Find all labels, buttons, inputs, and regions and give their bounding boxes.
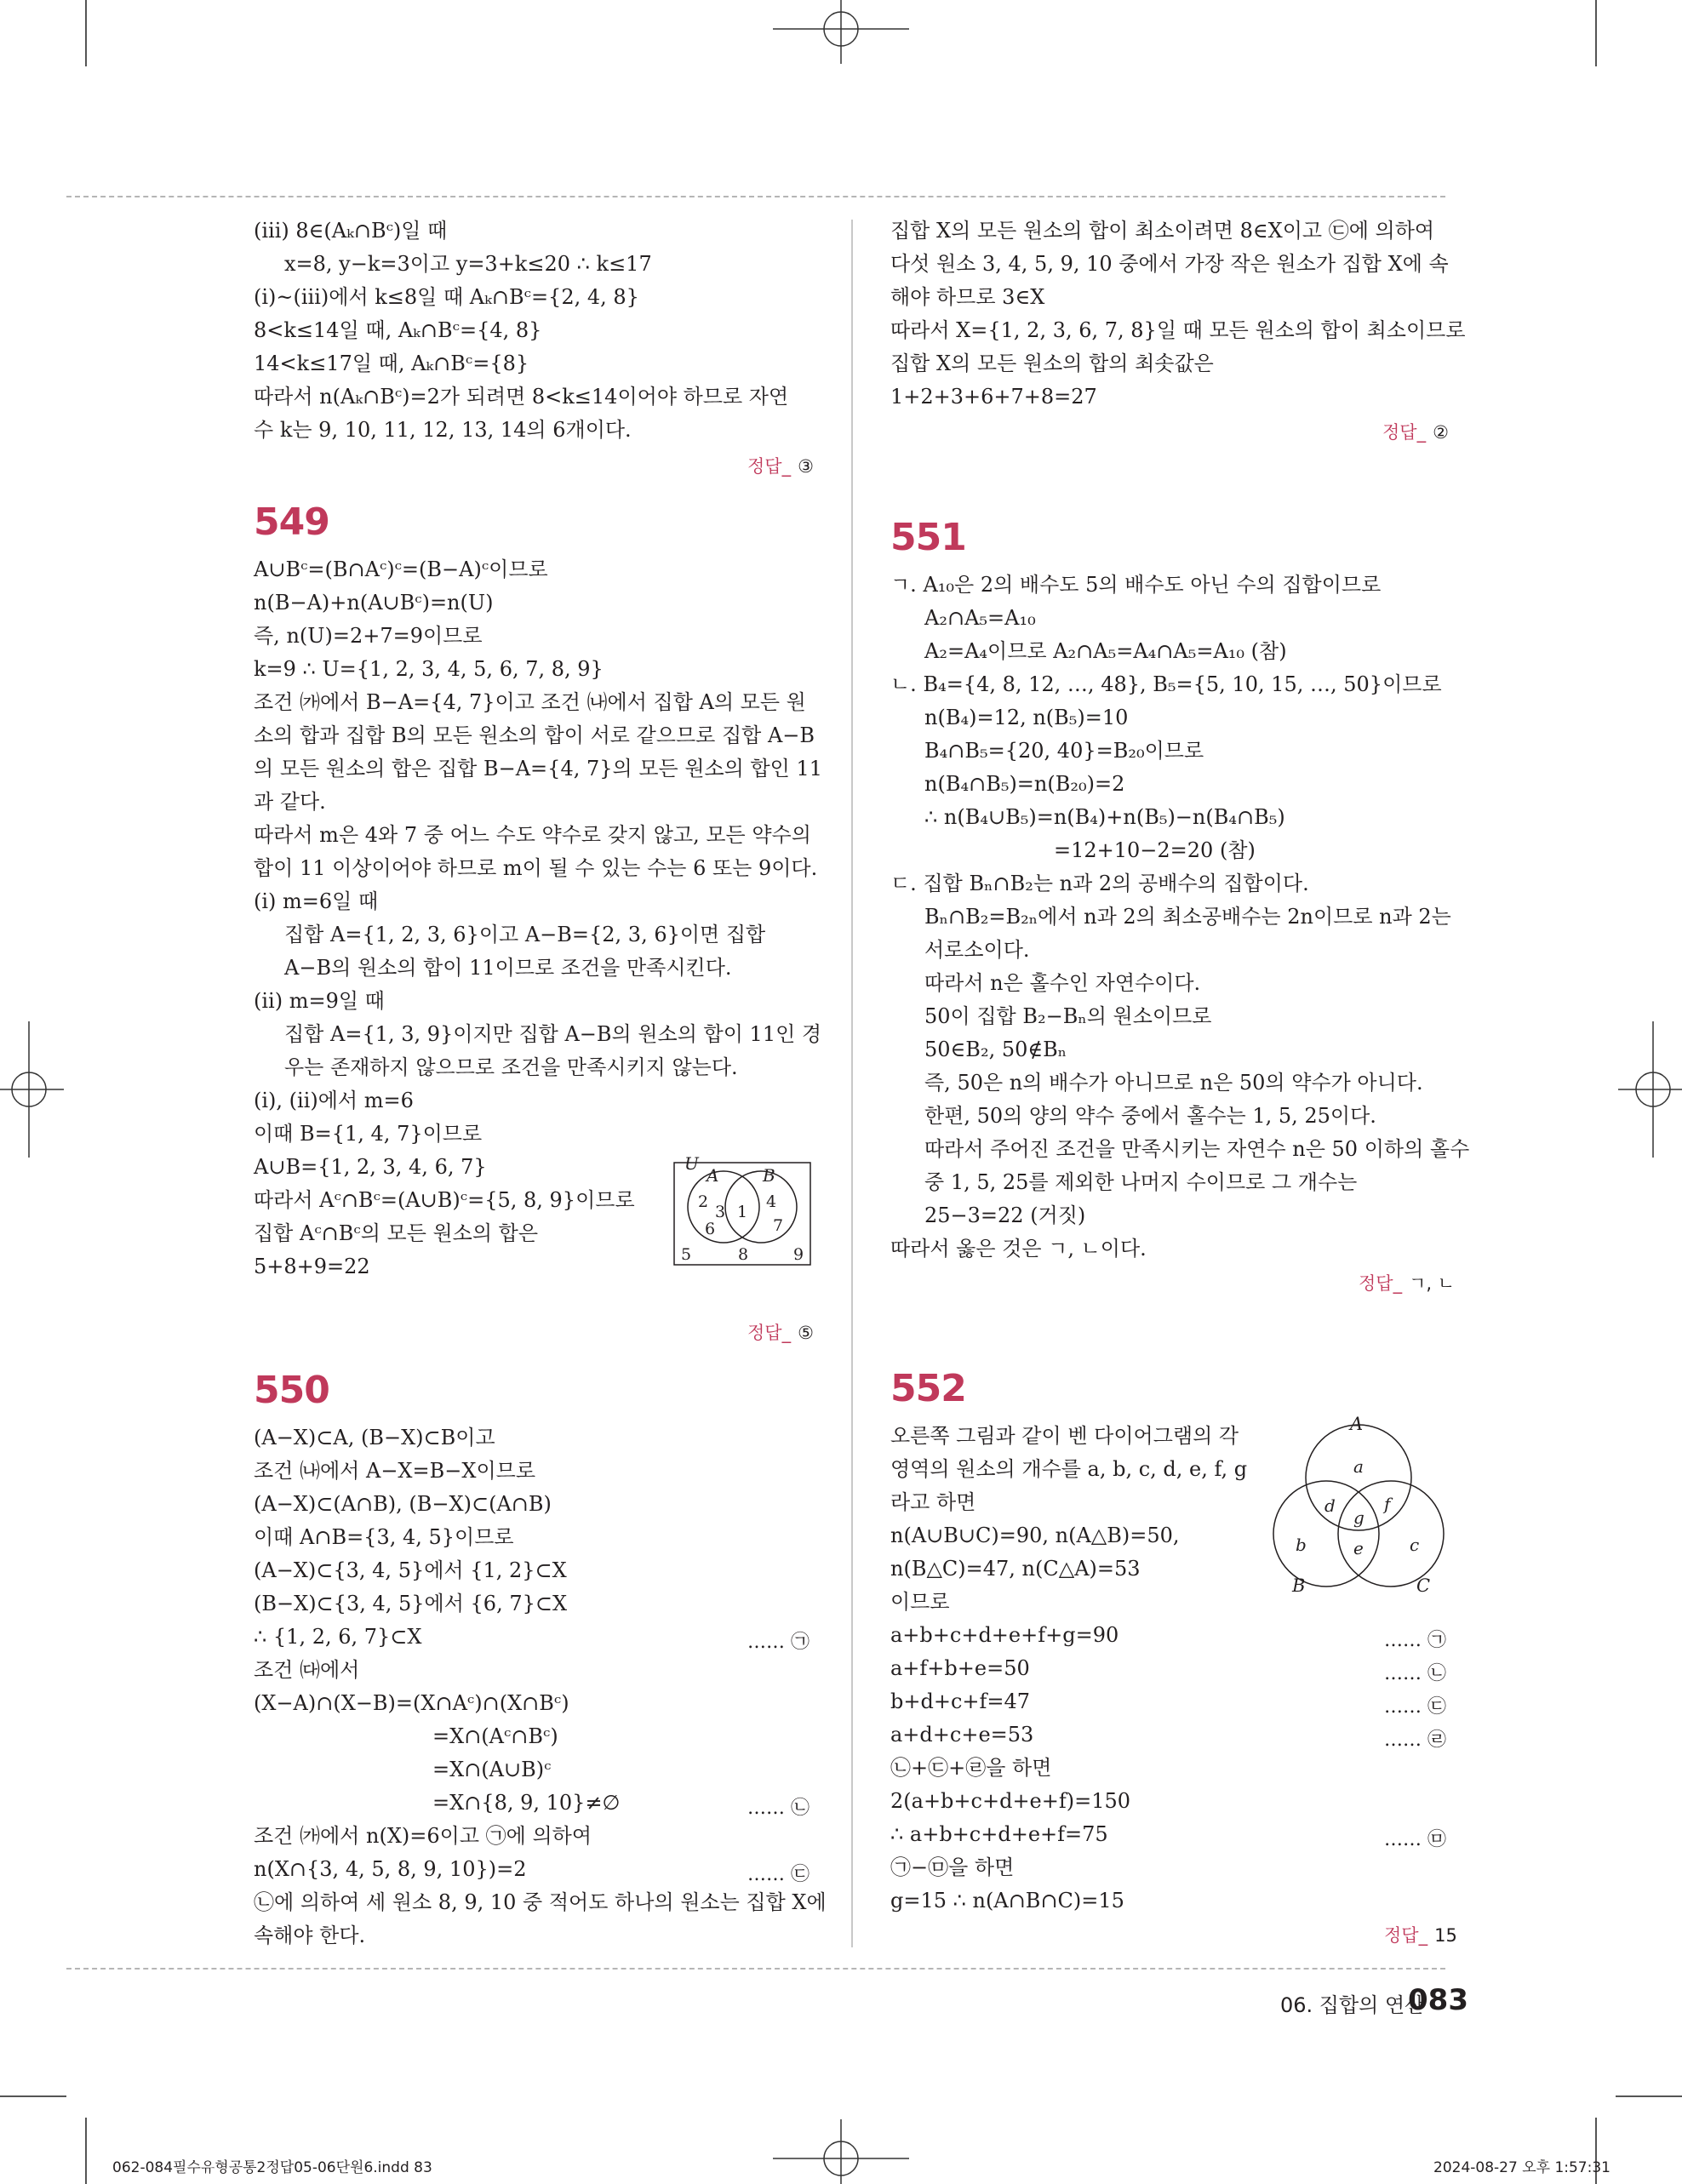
equation-tag: …… ㉡ [747,1798,810,1819]
text-line: (B−X)⊂{3, 4, 5}에서 {6, 7}⊂X [254,1592,568,1615]
venn-diagram-552 [1265,1416,1456,1600]
answer-550: 정답_ ② [1382,422,1449,443]
text-line: 따라서 X={1, 2, 3, 6, 7, 8}일 때 모든 원소의 합이 최소이므로 [890,318,1466,342]
text-line: B₄∩B₅={20, 40}=B₂₀이므로 [924,739,1204,763]
text-line: 조건 ㈎에서 n(X)=6이고 ㉠에 의하여 [254,1824,592,1848]
answer-548: 정답_ ③ [747,456,814,477]
text-line: (X−A)∩(X−B)=(X∩Aᶜ)∩(X∩Bᶜ) [254,1691,569,1715]
text-line: x=8, y−k=3이고 y=3+k≤20 ∴ k≤17 [284,252,652,276]
page-number: 083 [1408,1983,1468,2017]
text-line: 의 모든 원소의 합은 집합 B−A={4, 7}의 모든 원소의 합인 11 [254,757,823,780]
answer-552: 정답_ 15 [1384,1925,1457,1946]
venn-region: b [1296,1535,1307,1555]
registration-mark-right [1618,1021,1682,1158]
venn-label-a: A [707,1165,719,1186]
text-line: 1+2+3+6+7+8=27 [890,385,1097,409]
text-line: 조건 ㈏에서 A−X=B−X이므로 [254,1459,536,1483]
text-line: n(B₄)=12, n(B₅)=10 [924,706,1129,729]
text-line: 이므로 [890,1590,950,1614]
registration-mark-top [773,0,909,64]
crop-mark [85,2118,87,2184]
text-line: ∴ n(B₄∪B₅)=n(B₄)+n(B₅)−n(B₄∩B₅) [924,805,1285,829]
text-line: ㄱ. A₁₀은 2의 배수도 5의 배수도 아닌 수의 집합이므로 [890,573,1382,597]
venn-diagram-549 [672,1156,814,1268]
venn-value: 4 [766,1192,777,1211]
equation-tag: …… ㉠ [1384,1630,1446,1651]
text-line: =X∩(A∪B)ᶜ [432,1758,552,1781]
text-line: ㄴ. B₄={4, 8, 12, …, 48}, B₅={5, 10, 15, …, 50}이므로 [890,672,1442,696]
text-line: n(B△C)=47, n(C△A)=53 [890,1557,1141,1581]
text-line: A₂∩A₅=A₁₀ [924,606,1036,630]
file-slug: 062-084필수유형공통2정답05-06단원6.indd 83 [112,2159,432,2176]
text-line: A₂=A₄이므로 A₂∩A₅=A₄∩A₅=A₁₀ (참) [924,639,1287,663]
text-line: 서로소이다. [924,938,1030,962]
text-line: (A−X)⊂(A∩B), (B−X)⊂(A∩B) [254,1492,552,1516]
text-line: 우는 존재하지 않으므로 조건을 만족시키지 않는다. [284,1055,738,1079]
text-line: 집합 A={1, 3, 9}이지만 집합 A−B의 원소의 합이 11인 경 [284,1022,822,1046]
text-line: 집합 Aᶜ∩Bᶜ의 모든 원소의 합은 [254,1221,539,1245]
text-line: 합이 11 이상이어야 하므로 m이 될 수 있는 수는 6 또는 9이다. [254,856,818,880]
venn-value: 1 [737,1203,748,1221]
problem-number-552: 552 [890,1367,966,1410]
text-line: 수 k는 9, 10, 11, 12, 13, 14의 6개이다. [254,418,632,442]
text-line: 이때 B={1, 4, 7}이므로 [254,1122,483,1146]
text-line: a+b+c+d+e+f+g=90 [890,1623,1119,1647]
text-line: 14<k≤17일 때, Aₖ∩Bᶜ={8} [254,352,529,375]
timestamp: 2024-08-27 오후 1:57:31 [1433,2159,1610,2176]
text-line: b+d+c+f=47 [890,1689,1031,1713]
text-line: 따라서 n은 홀수인 자연수이다. [924,971,1201,995]
venn-region: e [1353,1538,1364,1558]
text-line: g=15 ∴ n(A∩B∩C)=15 [890,1889,1124,1912]
text-line: 즉, n(U)=2+7=9이므로 [254,624,483,648]
text-line: n(X∩{3, 4, 5, 8, 9, 10})=2 [254,1857,527,1881]
text-line: 50∈B₂, 50∉Bₙ [924,1038,1067,1061]
text-line: 조건 ㈎에서 B−A={4, 7}이고 조건 ㈏에서 집합 A의 모든 원 [254,690,806,714]
crop-mark [0,2095,66,2097]
text-line: 라고 하면 [890,1490,976,1514]
text-line: 집합 X의 모든 원소의 합의 최솟값은 [890,352,1214,375]
text-line: 중 1, 5, 25를 제외한 나머지 수이므로 그 개수는 [924,1170,1358,1194]
text-line: ㉡에 의하여 세 원소 8, 9, 10 중 적어도 하나의 원소는 집합 X에 [254,1890,827,1914]
text-line: (ⅲ) 8∈(Aₖ∩Bᶜ)일 때 [254,219,448,243]
text-line: 해야 하므로 3∈X [890,285,1045,309]
venn-value: 3 [715,1203,726,1221]
equation-tag: …… ㉤ [1384,1829,1446,1850]
equation-tag: …… ㉡ [1384,1663,1446,1684]
venn-region: a [1353,1456,1364,1477]
text-line: 5+8+9=22 [254,1255,370,1278]
text-line: n(B₄∩B₅)=n(B₂₀)=2 [924,772,1125,796]
venn-value: 5 [681,1245,692,1264]
text-line: 따라서 옳은 것은 ㄱ, ㄴ이다. [890,1237,1147,1261]
venn-value: 9 [793,1245,804,1264]
text-line: 오른쪽 그림과 같이 벤 다이어그램의 각 [890,1424,1239,1448]
text-line: A∪Bᶜ=(B∩Aᶜ)ᶜ=(B−A)ᶜ이므로 [254,557,548,581]
text-line: (ⅰ), (ⅱ)에서 m=6 [254,1089,414,1112]
venn-region: c [1410,1535,1420,1555]
text-line: A−B의 원소의 합이 11이므로 조건을 만족시킨다. [284,956,732,980]
text-line: 한편, 50의 양의 약수 중에서 홀수는 1, 5, 25이다. [924,1104,1376,1128]
text-line: ∴ {1, 2, 6, 7}⊂X [254,1625,422,1649]
venn-value: 8 [738,1245,749,1264]
text-line: ㉠−㉤을 하면 [890,1855,1015,1879]
column-divider [851,220,853,1947]
venn-value: 2 [698,1192,709,1211]
text-line: ∴ a+b+c+d+e+f=75 [890,1822,1108,1846]
text-line: 따라서 주어진 조건을 만족시키는 자연수 n은 50 이하의 홀수 [924,1137,1470,1161]
registration-mark-left [0,1021,64,1158]
venn-label-a: A [1350,1416,1364,1434]
text-line: (ⅰ)~(ⅲ)에서 k≤8일 때 Aₖ∩Bᶜ={2, 4, 8} [254,285,639,309]
text-line: n(B−A)+n(A∪Bᶜ)=n(U) [254,591,494,615]
text-line: 2(a+b+c+d+e+f)=150 [890,1789,1131,1813]
text-line: =X∩(Aᶜ∩Bᶜ) [432,1724,558,1748]
equation-tag: …… ㉢ [1384,1696,1446,1718]
text-line: 속해야 한다. [254,1924,366,1947]
text-line: 즉, 50은 n의 배수가 아니므로 n은 50의 약수가 아니다. [924,1071,1423,1095]
text-line: (ⅰ) m=6일 때 [254,889,379,913]
venn-region: f [1384,1494,1391,1514]
text-line: =12+10−2=20 (참) [1054,838,1256,862]
text-line: 다섯 원소 3, 4, 5, 9, 10 중에서 가장 작은 원소가 집합 X에 속 [890,252,1449,276]
text-line: 25−3=22 (거짓) [924,1203,1086,1227]
text-line: 따라서 n(Aₖ∩Bᶜ)=2가 되려면 8<k≤14이어야 하므로 자연 [254,385,789,409]
equation-tag: …… ㉢ [747,1864,810,1885]
text-line: 이때 A∩B={3, 4, 5}이므로 [254,1525,514,1549]
venn-value: 7 [773,1216,784,1235]
text-line: (ⅱ) m=9일 때 [254,989,385,1013]
venn-label-u: U [684,1156,699,1174]
problem-number-550: 550 [254,1369,329,1412]
text-line: 집합 X의 모든 원소의 합이 최소이려면 8∈X이고 ㉢에 의하여 [890,219,1435,243]
text-line: ㉡+㉢+㉣을 하면 [890,1756,1052,1780]
venn-label-c: C [1416,1575,1431,1596]
text-line: 과 같다. [254,790,326,814]
problem-number-551: 551 [890,516,966,559]
crop-mark [1595,0,1597,66]
text-line: (A−X)⊂A, (B−X)⊂B이고 [254,1426,495,1449]
top-dashed-rule [66,196,1445,197]
equation-tag: …… ㉠ [747,1632,810,1653]
answer-551: 정답_ ㄱ, ㄴ [1359,1273,1456,1294]
registration-mark-bottom [773,2119,909,2184]
crop-mark [1616,2095,1682,2097]
venn-region: g [1353,1507,1364,1528]
text-line: n(A∪B∪C)=90, n(A△B)=50, [890,1524,1180,1547]
problem-number-549: 549 [254,500,329,544]
text-line: 조건 ㈐에서 [254,1658,360,1682]
text-line: Bₙ∩B₂=B₂ₙ에서 n과 2의 최소공배수는 2n이므로 n과 2는 [924,905,1451,929]
text-line: 따라서 Aᶜ∩Bᶜ=(A∪B)ᶜ={5, 8, 9}이므로 [254,1188,635,1212]
crop-mark [85,0,87,66]
text-line: ㄷ. 집합 Bₙ∩B₂는 n과 2의 공배수의 집합이다. [890,872,1309,895]
text-line: =X∩{8, 9, 10}≠∅ [432,1791,621,1815]
text-line: a+f+b+e=50 [890,1656,1030,1680]
venn-value: 6 [705,1220,716,1238]
text-line: 따라서 m은 4와 7 중 어느 수도 약수로 갖지 않고, 모든 약수의 [254,823,811,847]
text-line: A∪B={1, 2, 3, 4, 6, 7} [254,1155,487,1179]
section-title: 06. 집합의 연산 [1280,1993,1425,2017]
text-line: 집합 A={1, 2, 3, 6}이고 A−B={2, 3, 6}이면 집합 [284,923,766,946]
text-line: 50이 집합 B₂−Bₙ의 원소이므로 [924,1004,1212,1028]
text-line: 영역의 원소의 개수를 a, b, c, d, e, f, g [890,1457,1248,1481]
venn-region: d [1324,1495,1336,1516]
answer-549: 정답_ ⑤ [747,1323,814,1343]
venn-label-b: B [763,1165,775,1186]
venn-label-b: B [1292,1575,1306,1596]
text-line: 8<k≤14일 때, Aₖ∩Bᶜ={4, 8} [254,318,542,342]
text-line: (A−X)⊂{3, 4, 5}에서 {1, 2}⊂X [254,1558,567,1582]
text-line: 소의 합과 집합 B의 모든 원소의 합이 서로 같으므로 집합 A−B [254,723,815,747]
equation-tag: …… ㉣ [1384,1729,1446,1751]
bottom-dashed-rule [66,1968,1445,1970]
text-line: a+d+c+e=53 [890,1723,1034,1747]
text-line: k=9 ∴ U={1, 2, 3, 4, 5, 6, 7, 8, 9} [254,657,604,681]
